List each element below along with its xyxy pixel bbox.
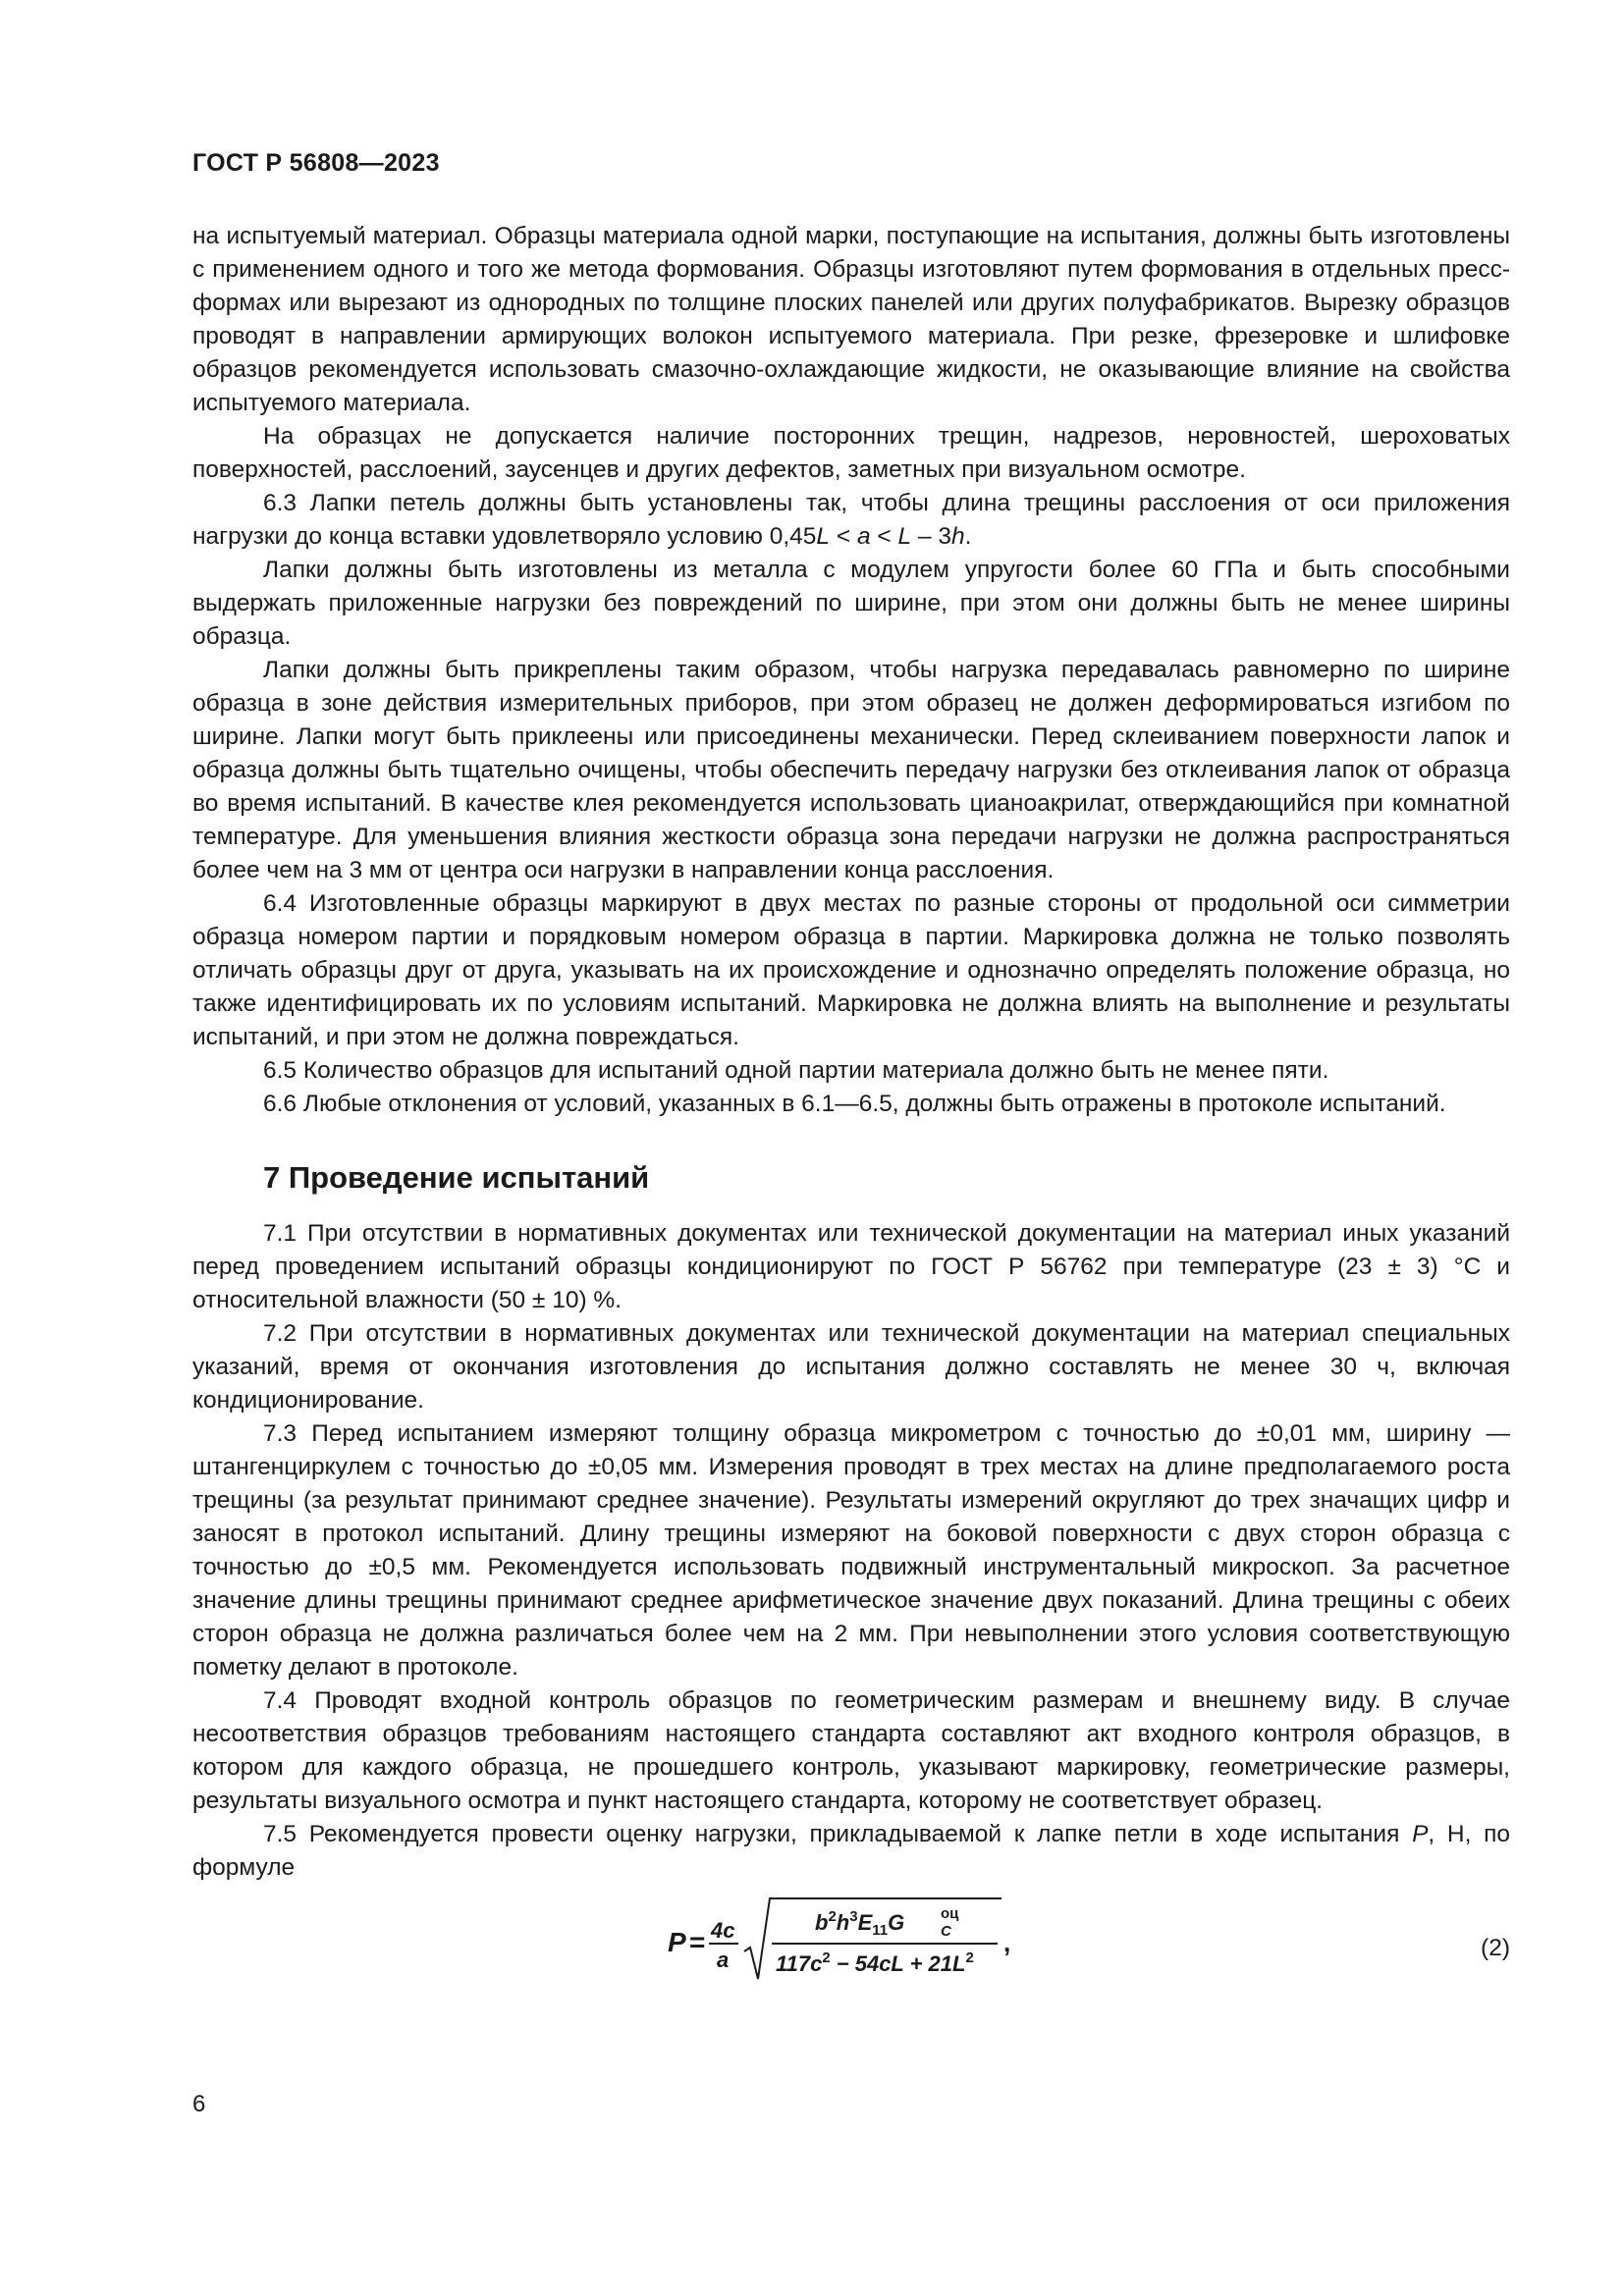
den-b: − 54cL + 21L (830, 1951, 966, 1976)
page-number: 6 (192, 2091, 206, 2117)
paragraph-defects: На образцах не допускается наличие посторонних трещин, надрезов, неровностей, шероховатых поверхностей, расслоений, заусенцев и других дефектов, заметных при визуальном осмотре. (192, 423, 1510, 483)
var-h: h (951, 523, 965, 550)
p63-t4: – 3 (911, 523, 952, 550)
document-header: ГОСТ Р 56808—2023 (192, 149, 440, 177)
num-G-sup: оц (941, 1905, 959, 1922)
paragraph-7-2: 7.2 При отсутствии в нормативных документах или технической документации на материал специальных указаний, время от окончания изготовления до испытания должно составлять не менее 30 ч, включая кондиционирование. (192, 1320, 1510, 1414)
formula-lhs: P (668, 1927, 686, 1957)
paragraph-tabs-material: Лапки должны быть изготовлены из металла с модулем упругости более 60 ГПа и быть способными выдержать приложенные нагрузки без повреждений по ширине, при этом они должны быть не менее ширины образца. (192, 557, 1510, 650)
den-b-exp: 2 (965, 1949, 974, 1966)
formula-number: (2) (1481, 1935, 1510, 1961)
paragraph-7-3: 7.3 Перед испытанием измеряют толщину образца микрометром с точностью до ±0,01 мм, ширину — штангенциркулем с точностью до ±0,05 мм. Измерения проводят в трех местах на длине предполагаемого роста трещины (за результат принимают среднее значение). Результаты измерений округляют до трех значащих цифр и заносят в протокол испытаний. Длину трещины измеряют на боковой поверхности с двух сторон образца с точностью до ±0,5 мм. Рекомендуется использовать подвижный инструментальный микроскоп. За расчетное значение длины трещины принимают среднее арифметическое значение двух показаний. Длина трещины с обеих сторон образца не должна различаться более чем на 2 мм. При невыполнении этого условия соответствующую пометку делают в протоколе. (192, 1420, 1510, 1681)
section-title-7: 7 Проведение испытаний (263, 1160, 650, 1195)
num-E-sub: 11 (872, 1922, 889, 1939)
p63-t2: < (830, 523, 857, 550)
num-h: h (836, 1910, 850, 1935)
var-L: L (816, 523, 831, 550)
num-G: G (888, 1910, 905, 1935)
num-b-exp: 2 (828, 1908, 837, 1925)
paragraph-6-3 (192, 487, 1510, 554)
formula-trail: , (1003, 1928, 1011, 1957)
paragraph-7-4: 7.4 Проводят входной контроль образцов по геометрическим размерам и внешнему виду. В случае несоответствия образцов требованиям настоящего стандарта составляют акт входного контроля образцов, в котором для каждого образца, не прошедшего контроль, указывают маркировку, геометрические размеры, результаты визуального осмотра и пункт настоящего стандарта, которому не соответствует образец. (192, 1687, 1510, 1814)
p75-text: 7.5 Рекомендуется провести оценку нагрузки, прикладываемой к лапке петли в ходе испытания (263, 1821, 1413, 1847)
paragraph-tabs-attach: Лапки должны быть прикреплены таким образом, чтобы нагрузка передавалась равномерно по ширине образца в зоне действия измерительных приборов, при этом образец не должен деформироваться изгибом по ширине. Лапки могут быть приклеены или присоединены механически. Перед склеиванием поверхности лапок и образца должны быть тщательно очищены, чтобы обеспечить передачу нагрузки без отклеивания лапок от образца во время испытаний. В качестве клея рекомендуется использовать цианоакрилат, отверждающийся при комнатной температуре. Для уменьшения влияния жесткости образца зона передачи нагрузки не должна распространяться более чем на 3 мм от центра оси нагрузки в направлении конца расслоения. (192, 657, 1510, 883)
paragraph-7-5 (192, 1818, 1510, 1885)
num-h-exp: 3 (849, 1908, 858, 1925)
paragraph-6-5: 6.5 Количество образцов для испытаний одной партии материала должно быть не менее пяти. (263, 1057, 1329, 1084)
p75-tail: , Н, по формуле (192, 1821, 1510, 1881)
formula-sqrt-num (815, 1908, 904, 1939)
paragraph-6-6: 6.6 Любые отклонения от условий, указанных в 6.1—6.5, должны быть отражены в протоколе испытаний. (263, 1091, 1446, 1117)
num-E: E (857, 1910, 873, 1935)
formula-coef-num: 4c (711, 1918, 735, 1943)
formula-coef-den: a (717, 1948, 730, 1972)
paragraph-6-4: 6.4 Изготовленные образцы маркируют в двух местах по разные стороны от продольной оси симметрии образца номером партии и порядковым номером образца в партии. Маркировка должна не только позволять отличать образцы друг от друга, указывать на их происхождение и однозначно определять положение образца, но также идентифицировать их по условиям испытаний. Маркировка не должна влиять на выполнение и результаты испытаний, и при этом не должна повреждаться. (192, 890, 1510, 1050)
den-a: 117c (776, 1951, 823, 1976)
document-body (192, 220, 1510, 1995)
formula-svg (668, 1887, 1041, 1995)
paragraph-continuation: на испытуемый материал. Образцы материала одной марки, поступающие на испытания, должны быть изготовлены с применением одного и того же метода формования. Образцы изготовляют путем формования в отдельных пресс-формах или вырезают из однородных по толщине плоских панелей или других полуфабрикатов. Вырезку образцов проводят в направлении армирующих волокон испытуемого материала. При резке, фрезеровке и шлифовке образцов рекомендуется использовать смазочно-охлаждающие жидкости, не оказывающие влияние на свойства испытуемого материала. (192, 223, 1510, 416)
var-a: a (856, 523, 871, 550)
formula-2 (192, 1887, 1510, 1995)
p63-t5: . (964, 523, 972, 550)
formula-sqrt-den (776, 1949, 974, 1976)
var-L2: L (897, 523, 912, 550)
p63-text: 6.3 Лапки петель должны быть установлены так, чтобы длина трещины расслоения от оси приложения нагрузки до конца вставки удовлетворяло условию 0,45 (192, 490, 1510, 550)
num-G-sub: C (941, 1923, 951, 1940)
p63-t3: < (870, 523, 898, 550)
num-b: b (815, 1910, 829, 1935)
den-a-exp: 2 (822, 1949, 831, 1966)
paragraph-7-1: 7.1 При отсутствии в нормативных документах или технической документации на материал иных указаний перед проведением испытаний образцы кондиционируют по ГОСТ Р 56762 при температуре (23 ± 3) °С и относительной влажности (50 ± 10) %. (192, 1220, 1510, 1313)
var-P: P (1412, 1821, 1429, 1847)
formula-eq: = (689, 1927, 706, 1957)
